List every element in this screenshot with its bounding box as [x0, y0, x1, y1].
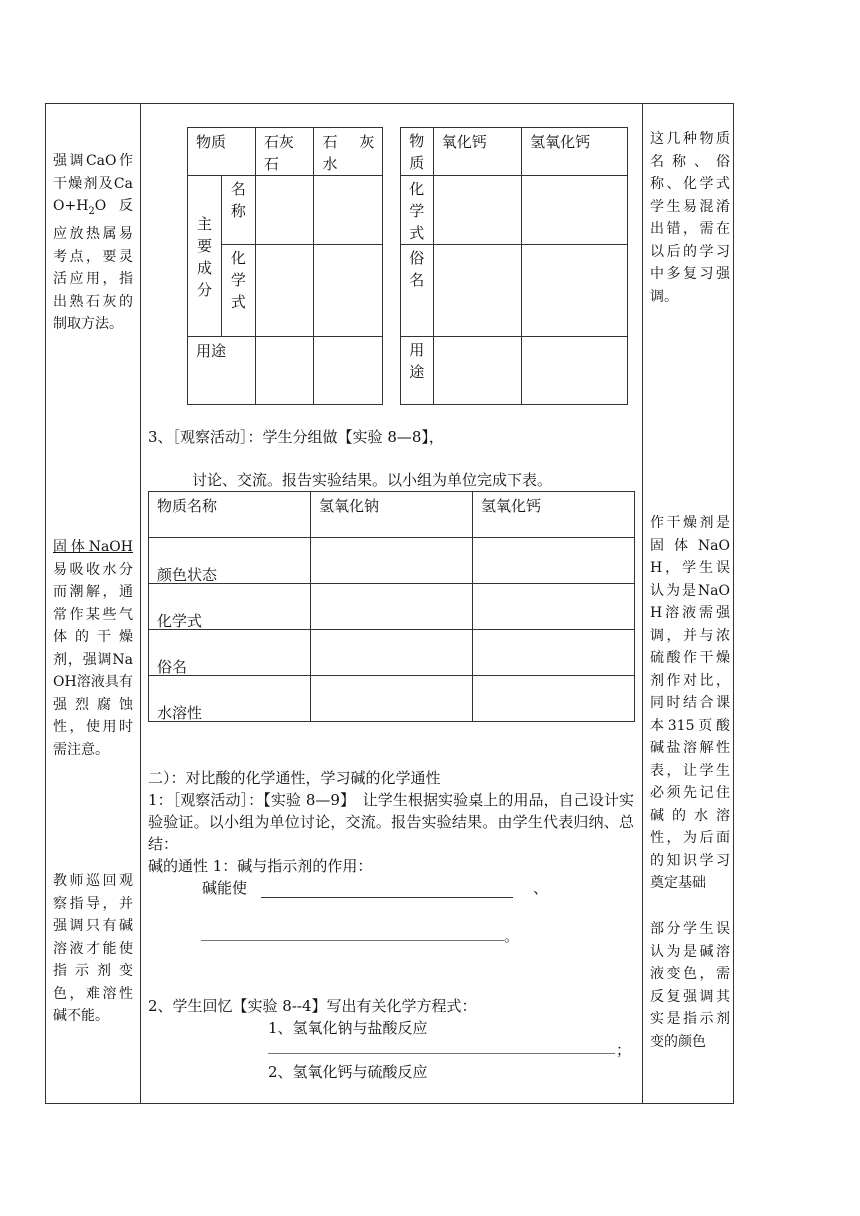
- recall-title: 2、学生回忆【实验 8--4】写出有关化学方程式：: [148, 997, 477, 1015]
- t3-row-formula: 化学式: [149, 584, 311, 630]
- section-two-activity: 1：［观察活动］：【实验 8—9】 让学生根据实验桌上的用品，自己设计实验验证。以小组为单位讨论，交流。报告实验结果。由学生代表归纳、总结：: [148, 791, 634, 853]
- t2-header-caoh2: 氢氧化钙: [522, 128, 628, 176]
- table-gap: [383, 128, 400, 405]
- left-note-cao: 强调CaO作干燥剂及$CaO+H_2O$反应放热属易考点，要灵活应用，指出熟石灰的制取方法。: [53, 153, 133, 333]
- recall-item-1-end: ；: [616, 1041, 632, 1059]
- column-divider-left: [140, 103, 141, 1104]
- recall-item-2: 2、氢氧化钙与硫酸反应: [268, 1063, 428, 1081]
- t1-header-limestone: 石灰石: [255, 128, 314, 176]
- fill-end: 。: [504, 927, 520, 945]
- t1-row-name: 名称: [221, 176, 255, 245]
- t2-row-use: 用途: [400, 337, 433, 405]
- base-property-1: 碱的通性 1：碱与指示剂的作用：: [148, 857, 373, 875]
- t1-main-component: 主要成分: [188, 176, 222, 337]
- fill-blank-1[interactable]: [261, 897, 513, 898]
- t1-header-limewater: 石 灰水: [314, 128, 383, 176]
- fill-blank-2[interactable]: [201, 940, 504, 941]
- right-note-color: 部分学生误认为是碱溶液变色，需反复强调其实是指示剂变的颜色: [650, 921, 730, 1050]
- left-note-naoh: 固体NaOH易吸收水分而潮解，通常作某些气体的干燥剂，强调NaOH溶液具有强烈腐蚀性，使用时需注意。: [53, 539, 133, 758]
- substance-table-lime: [187, 127, 628, 405]
- t1-header-substance: 物质: [188, 128, 256, 176]
- t2-row-formula: 化学式: [400, 176, 433, 245]
- column-divider-right: [642, 103, 643, 1104]
- t3-row-color-state: 颜色状态: [149, 538, 311, 584]
- t3-header-caoh2: 氢氧化钙: [473, 492, 635, 538]
- t3-header-name: 物质名称: [149, 492, 311, 538]
- section3-title: 3、［观察活动］：学生分组做【实验 8—8】，: [148, 428, 444, 446]
- t2-header-cao: 氧化钙: [433, 128, 521, 176]
- left-note-indicator: 教师巡回观察指导，并强调只有碱溶液才能使指示剂变色，难溶性碱不能。: [53, 873, 133, 1024]
- t2-row-common-name: 俗名: [400, 245, 433, 337]
- right-note-desiccant: 作干燥剂是固体NaOH，学生误认为是NaOH溶液需强调，并与浓硫酸作干燥剂作对比，同时结合课本315页酸碱盐溶解性表，让学生必须先记住碱的水溶性，为后面的知识学习奠定基础: [650, 515, 730, 891]
- t2-header-substance: 物质: [400, 128, 433, 176]
- fill-separator: 、: [533, 879, 549, 897]
- section3-subtitle: 讨论、交流。报告实验结果。以小组为单位完成下表。: [192, 471, 553, 489]
- t3-row-common-name: 俗名: [149, 630, 311, 676]
- t1-row-use: 用途: [188, 337, 256, 405]
- fill-prefix: 碱能使: [202, 879, 248, 897]
- t3-row-solubility: 水溶性: [149, 676, 311, 722]
- right-note-names: 这几种物质名称、俗称、化学式学生易混淆出错，需在以后的学习中多复习强调。: [650, 131, 730, 305]
- t3-header-naoh: 氢氧化钠: [311, 492, 473, 538]
- t1-row-formula: 化学式: [221, 245, 255, 337]
- recall-item-1: 1、氢氧化钠与盐酸反应: [268, 1019, 428, 1037]
- section-two-heading: 二）：对比酸的化学通性，学习碱的化学通性: [148, 769, 441, 787]
- equation-blank-1[interactable]: [268, 1053, 615, 1054]
- hydroxide-table: [148, 491, 635, 722]
